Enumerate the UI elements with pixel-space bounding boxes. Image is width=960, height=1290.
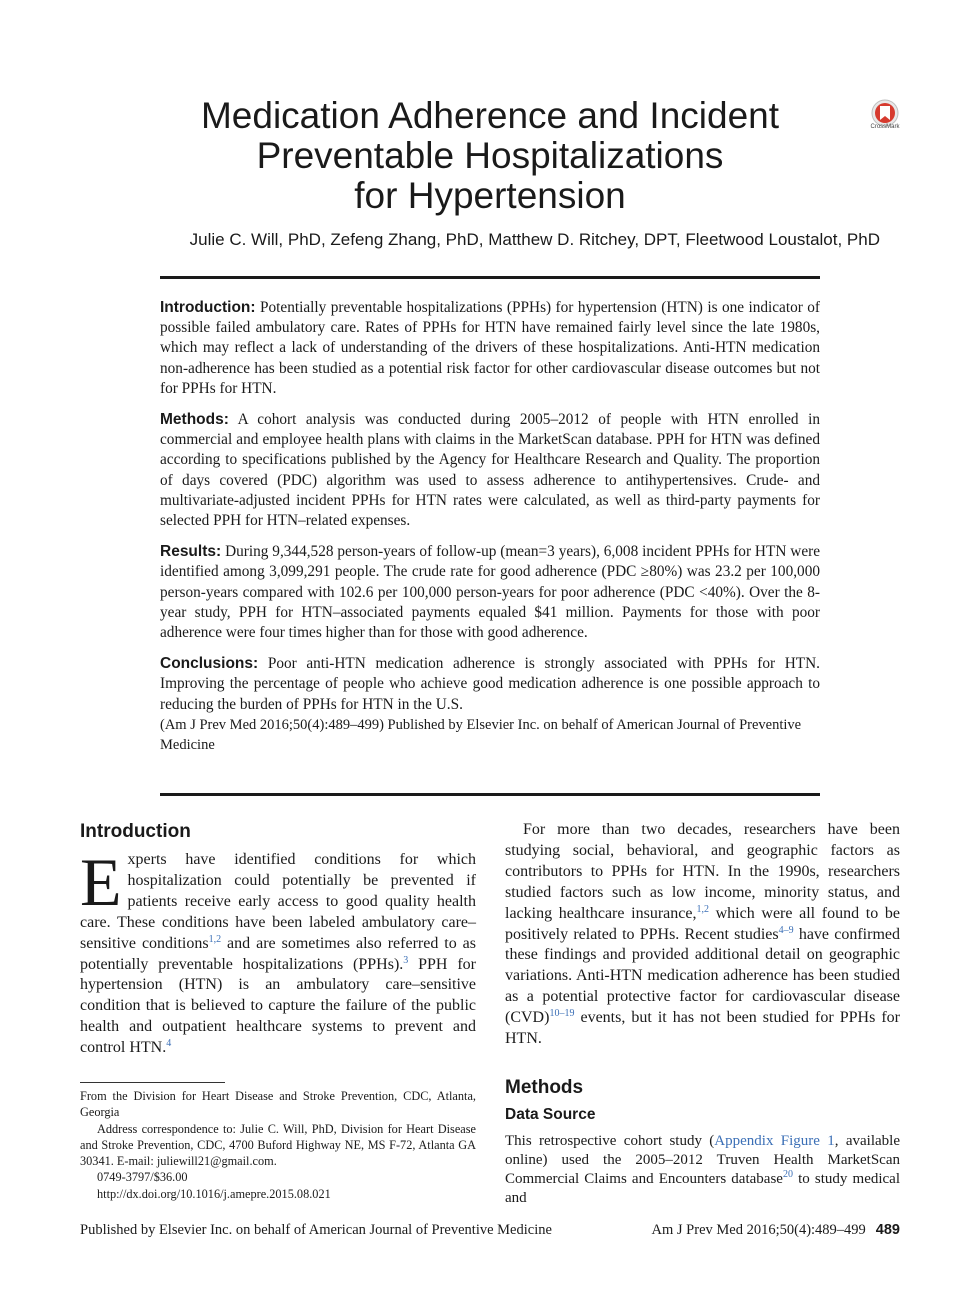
ds-text-c: to study medical and (505, 1170, 900, 1206)
citation-ref[interactable]: 20 (782, 1168, 793, 1180)
data-source-paragraph (505, 1132, 900, 1208)
issn-note: 0749-3797/$36.00 (97, 1170, 188, 1185)
intro2-text-b: which were all found to be positively related to PPHs. Recent studies (505, 904, 900, 943)
author-list: Julie C. Will, PhD, Zefeng Zhang, PhD, Matthew D. Ritchey, DPT, Fleetwood Loustalot, PhD (189, 230, 880, 249)
data-source-heading: Data Source (505, 1105, 596, 1123)
intro2-text-a: For more than two decades, researchers have been studying social, behavioral, and geographic factors as contributors to PPHs for HTN. In the 1990s, researchers studied factors such as low income, minority status, and lacking healthcare insurance, (505, 821, 900, 922)
abstract-citation: (Am J Prev Med 2016;50(4):489–499) Published by Elsevier Inc. on behalf of American Journal of Preventive Medicine (160, 716, 802, 754)
intro-text-b: and are sometimes also referred to as potentially preventable hospitalizations (PPHs). (80, 934, 477, 973)
footer-citation (652, 1222, 900, 1239)
introduction-heading: Introduction (80, 821, 191, 842)
abstract-conclusions-heading: Conclusions: (160, 655, 259, 673)
intro2-text-c: have confirmed these findings and provided additional detail on geographic variations. Anti-HTN medication adherence has been studied as a potential protective factor for cardiovascular disease (CVD) (505, 925, 900, 1027)
abstract-introduction (160, 298, 820, 399)
intro2-text-d: events, but it has not been studied for PPHs for HTN. (505, 1009, 900, 1048)
article-title (120, 96, 860, 216)
footer-journal-ref: Am J Prev Med 2016;50(4):489–499 (651, 1222, 866, 1238)
title-line-3: for Hypertension (354, 175, 626, 216)
abstract-methods-text: A cohort analysis was conducted during 2005–2012 of people with HTN enrolled in commercial and employee health plans with claims in the MarketScan database. PPH for HTN was defined according to specifications published by the Agency for Healthcare Research and Quality. The proportion of days covered (PDC) algorithm was used to assess adherence to antihypertensives. Crude- and multivariate-adjusted incident PPHs for HTN rates were calculated, as well as third-party payments for selected PPH for HTN–related expenses. (160, 411, 821, 530)
abstract-methods (160, 410, 820, 531)
ds-text-b: , available online) used the 2005–2012 Truven Health MarketScan Commercial Claims and Encounters database (505, 1132, 900, 1187)
abstract-introduction-heading: Introduction: (160, 299, 256, 316)
abstract (160, 298, 820, 766)
abstract-bottom-rule (160, 793, 820, 796)
left-column (80, 820, 476, 1059)
abstract-results-text: During 9,344,528 person-years of follow-up (mean=3 years), 6,008 incident PPHs for HTN were identified among 3,099,291 people. The crude rate for good adherence (PDC ≥80%) was 23.2 per 100,000 person-years compared with 102.6 per 100,000 person-years for poor adherence (PDC <40%). Over the 8-year study, PPH for HTN–associated payments equaled $41 million. Payments for those with poor adherence were four times higher than for those with good adherence. (160, 543, 820, 642)
ds-text-a: This retrospective cohort study ( (505, 1132, 715, 1149)
right-column (505, 820, 900, 1208)
doi-link[interactable]: http://dx.doi.org/10.1016/j.amepre.2015.08.021 (97, 1186, 331, 1201)
abstract-introduction-text: Potentially preventable hospitalizations (PPHs) for hypertension (HTN) is one indicator of possible failed ambulatory care. Rates of PPHs for HTN have remained fairly level since the late 1980s, which may reflect a lack of understanding of the drivers of these hospitalizations. Anti-HTN medication non-adherence has been studied as a potential risk factor for other cardiovascular disease outcomes but not for PPHs for HTN. (160, 299, 821, 397)
intro-continuation-paragraph (505, 820, 900, 1050)
title-line-2: Preventable Hospitalizations (256, 135, 724, 176)
introduction-paragraph (80, 844, 477, 1059)
methods-heading: Methods (505, 1076, 584, 1098)
title-line-1: Medication Adherence and Incident (200, 95, 780, 136)
appendix-figure-link[interactable]: Appendix Figure 1 (714, 1132, 835, 1149)
footer-publisher: Published by Elsevier Inc. on behalf of American Journal of Preventive Medicine (80, 1222, 552, 1238)
abstract-results-heading: Results: (160, 543, 222, 561)
crossmark-label: CrossMark (870, 124, 900, 130)
correspondence-note: Address correspondence to: Julie C. Will, PhD, Division for Heart Disease and Stroke Prevention, CDC, 4700 Buford Highway NE, MS F-72, Atlanta GA 30341. E-mail: juliewill21@gmail.com. (80, 1121, 476, 1169)
citation-ref[interactable]: 10–19 (549, 1008, 575, 1020)
intro-text-c: PPH for hypertension (HTN) is an ambulatory care–sensitive condition that is believed to capture the failure of the public health and outpatient healthcare systems to prevent and control HTN. (80, 955, 476, 1057)
citation-ref[interactable]: 4 (166, 1038, 172, 1050)
citation-ref[interactable]: 1,2 (208, 933, 222, 945)
citation-ref[interactable]: 3 (403, 954, 409, 966)
drop-cap: E (80, 844, 122, 920)
abstract-methods-heading: Methods: (160, 411, 229, 429)
abstract-top-rule (160, 276, 820, 279)
abstract-conclusions-text: Poor anti-HTN medication adherence is strongly associated with PPHs for HTN. Improving the percentage of people who achieve good medication adherence is one possible approach to reducing the burden of PPHs for HTN in the U.S. (160, 655, 820, 713)
intro-text-a: xperts have identified conditions for which hospitalization could potentially be prevented if patients receive early access to good quality health care. These conditions have been labeled ambulatory care–sensitive conditions (80, 851, 476, 952)
page-number: 489 (875, 1222, 900, 1238)
affiliation-note: From the Division for Heart Disease and Stroke Prevention, CDC, Atlanta, Georgia (80, 1089, 476, 1120)
citation-ref[interactable]: 1,2 (696, 903, 709, 915)
abstract-conclusions (160, 654, 820, 715)
footnotes (80, 1088, 476, 1202)
citation-ref[interactable]: 4–9 (778, 924, 794, 936)
footnote-rule (80, 1082, 225, 1083)
abstract-results (160, 542, 820, 643)
